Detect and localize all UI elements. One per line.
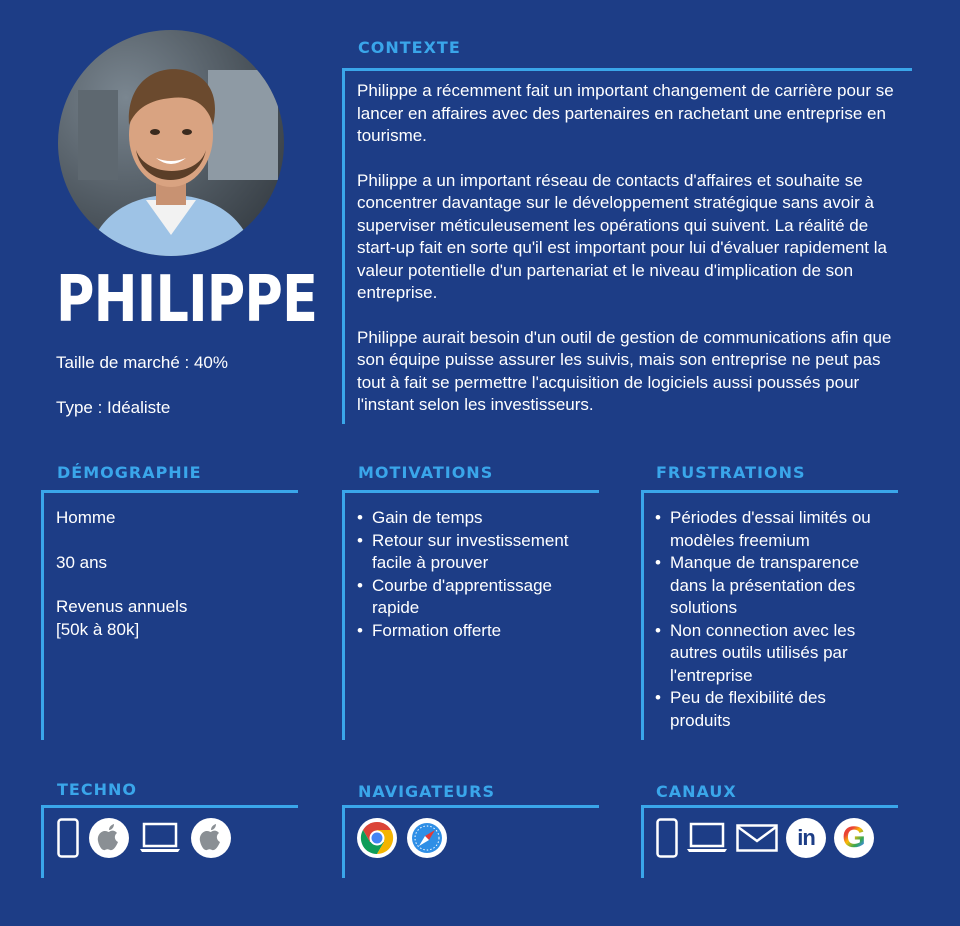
- techno-heading: TECHNO: [57, 780, 137, 799]
- list-item: • Formation offerte: [357, 620, 592, 643]
- list-item: • Gain de temps: [357, 507, 592, 530]
- laptop-icon: [686, 822, 728, 854]
- frustrations-heading: FRUSTRATIONS: [656, 463, 806, 482]
- apple-icon: [191, 818, 231, 858]
- demographie-age: 30 ans: [56, 552, 108, 572]
- contexte-paragraph: Philippe a récemment fait un important changement de carrière pour se lancer en affaires avec des partenaires en rachetant une entreprise en tourisme.: [357, 81, 894, 145]
- demographie-gender: Homme: [56, 508, 116, 527]
- linkedin-text: in: [797, 825, 815, 850]
- google-text: G: [842, 821, 866, 854]
- contexte-paragraph: Philippe a un important réseau de contacts d'affaires et souhaite se concentrer davantage sur le développement stratégique sans avoir à superviser méticuleusement les opérations qui suivent. La réalité de start-up fait en sorte qu'il est important pour lui d'évaluer rapidement la valeur potentielle d'un partenariat et le niveau d'implication de son entreprise.: [357, 170, 887, 302]
- email-icon: [736, 824, 778, 852]
- chrome-icon: [357, 818, 397, 858]
- navigateurs-heading: NAVIGATEURS: [358, 782, 495, 801]
- techno-icons: [57, 818, 231, 858]
- smartphone-icon: [57, 818, 79, 858]
- google-icon: [834, 818, 874, 858]
- smartphone-icon: [656, 818, 678, 858]
- list-item: • Non connection avec les autres outils utilisés par l'entreprise: [655, 620, 885, 688]
- frustrations-list: [655, 507, 885, 732]
- motivations-list: [357, 507, 592, 642]
- list-item: • Courbe d'apprentissage rapide: [357, 575, 592, 620]
- persona-type: Type : Idéaliste: [56, 398, 171, 417]
- demographie-income: Revenus annuels [50k à 80k]: [56, 597, 188, 639]
- demographie-list: [56, 507, 286, 663]
- canaux-icons: [656, 818, 874, 858]
- laptop-icon: [139, 822, 181, 854]
- list-item: • Manque de transparence dans la présentation des solutions: [655, 552, 885, 620]
- list-item: • Peu de flexibilité des produits: [655, 687, 885, 732]
- navigateurs-icons: [357, 818, 447, 858]
- linkedin-icon: [786, 818, 826, 858]
- safari-icon: [407, 818, 447, 858]
- contexte-heading: CONTEXTE: [358, 38, 461, 57]
- contexte-body: [357, 80, 907, 439]
- list-item: • Retour sur investissement facile à prouver: [357, 530, 592, 575]
- apple-icon: [89, 818, 129, 858]
- motivations-heading: MOTIVATIONS: [358, 463, 494, 482]
- demographie-heading: DÉMOGRAPHIE: [57, 463, 202, 482]
- contexte-paragraph: Philippe aurait besoin d'un outil de gestion de communications afin que son équipe puisse assurer les suivis, mais son entreprise ne peut pas tout à fait se permettre l'acquisition de logiciels aussi poussés pour l'instant selon les investisseurs.: [357, 327, 892, 414]
- market-size: Taille de marché : 40%: [56, 353, 228, 372]
- profile-photo: [58, 30, 284, 256]
- list-item: • Périodes d'essai limités ou modèles freemium: [655, 507, 885, 552]
- persona-name: PHILIPPE: [56, 263, 318, 337]
- canaux-heading: CANAUX: [656, 782, 737, 801]
